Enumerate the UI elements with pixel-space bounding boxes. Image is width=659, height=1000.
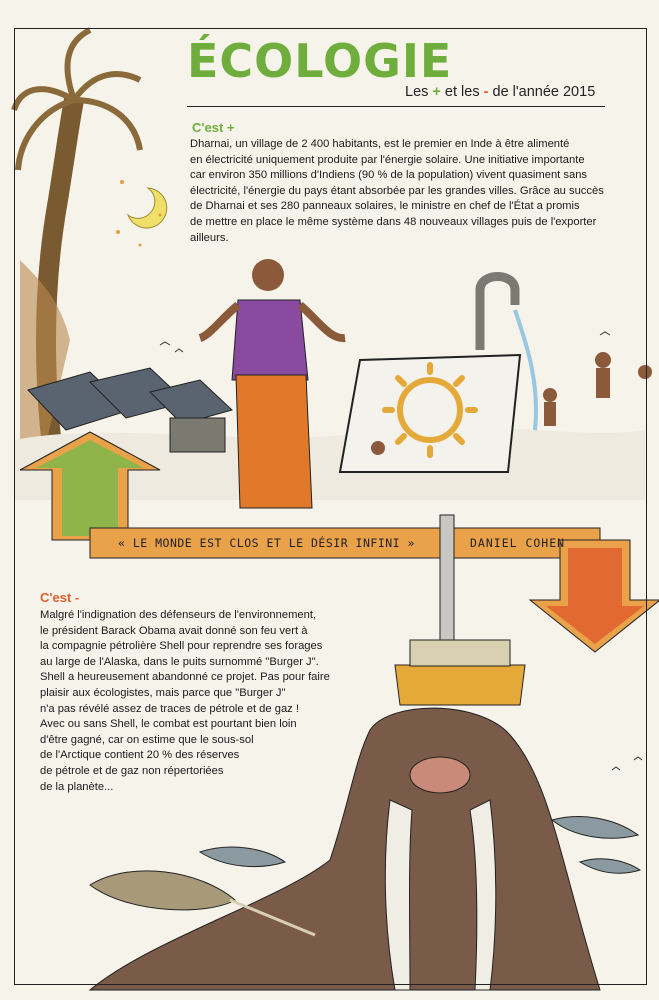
page-subtitle: [405, 84, 595, 100]
paragraph-line: la compagnie pétrolière Shell pour reprendre ses forages: [40, 640, 323, 653]
positive-paragraph: [190, 137, 604, 246]
paragraph-line: au large de l'Alaska, dans le puits surnommé "Burger J".: [40, 655, 319, 668]
paragraph-line: Shell a heureusement abandonné ce projet. Pas pour faire: [40, 671, 330, 684]
paragraph-line: n'a pas révélé assez de traces de pétrole et de gaz !: [40, 702, 299, 715]
paragraph-line: de l'Arctique contient 20 % des réserves: [40, 749, 240, 762]
paragraph-line: ailleurs.: [190, 231, 229, 244]
positive-heading: C'est +: [192, 120, 235, 135]
paragraph-line: d'être gagné, car on estime que le sous-sol: [40, 733, 254, 746]
subtitle-mid: et les: [444, 84, 480, 100]
paragraph-line: plaisir aux écologistes, mais parce que "Burger J": [40, 686, 286, 699]
title-underline: [187, 106, 605, 107]
paragraph-line: Malgré l'indignation des défenseurs de l'environnement,: [40, 609, 317, 621]
paragraph-line: de la planète...: [40, 780, 114, 793]
subtitle-prefix: Les: [405, 84, 429, 100]
paragraph-line: le président Barack Obama avait donné son feu vert à: [40, 624, 308, 637]
paragraph-line: car environ 350 millions d'Indiens (90 % de la population) vivent quasiment sans: [190, 169, 588, 182]
negative-heading: C'est -: [40, 590, 80, 605]
subtitle-minus: -: [483, 84, 489, 100]
subtitle-plus: +: [432, 84, 441, 100]
paragraph-line: Avec ou sans Shell, le combat est pourtant bien loin: [40, 718, 297, 731]
quote-text: « LE MONDE EST CLOS ET LE DÉSIR INFINI »: [118, 536, 415, 550]
page-title: ÉCOLOGIE: [187, 34, 453, 88]
paragraph-line: de mettre en place le même système dans 48 nouveaux villages puis de l'exporter: [190, 215, 597, 228]
quote-author: DANIEL COHEN: [470, 536, 566, 550]
paragraph-line: en électricité uniquement produite par l'énergie solaire. Une initiative importante: [190, 153, 585, 166]
paragraph-line: électricité, l'énergie du pays étant absorbée par les grandes villes. Grâce au succès: [190, 184, 604, 197]
subtitle-suffix: de l'année 2015: [492, 84, 596, 100]
negative-paragraph: [40, 608, 330, 795]
paragraph-line: de pétrole et de gaz non répertoriées: [40, 764, 224, 777]
paragraph-line: de Dharnai et ses 280 panneaux solaires, le ministre en chef de l'État a promis: [190, 200, 580, 213]
title-block: [187, 34, 453, 88]
paragraph-line: Dharnai, un village de 2 400 habitants, est le premier en Inde à être alimenté: [190, 138, 570, 150]
